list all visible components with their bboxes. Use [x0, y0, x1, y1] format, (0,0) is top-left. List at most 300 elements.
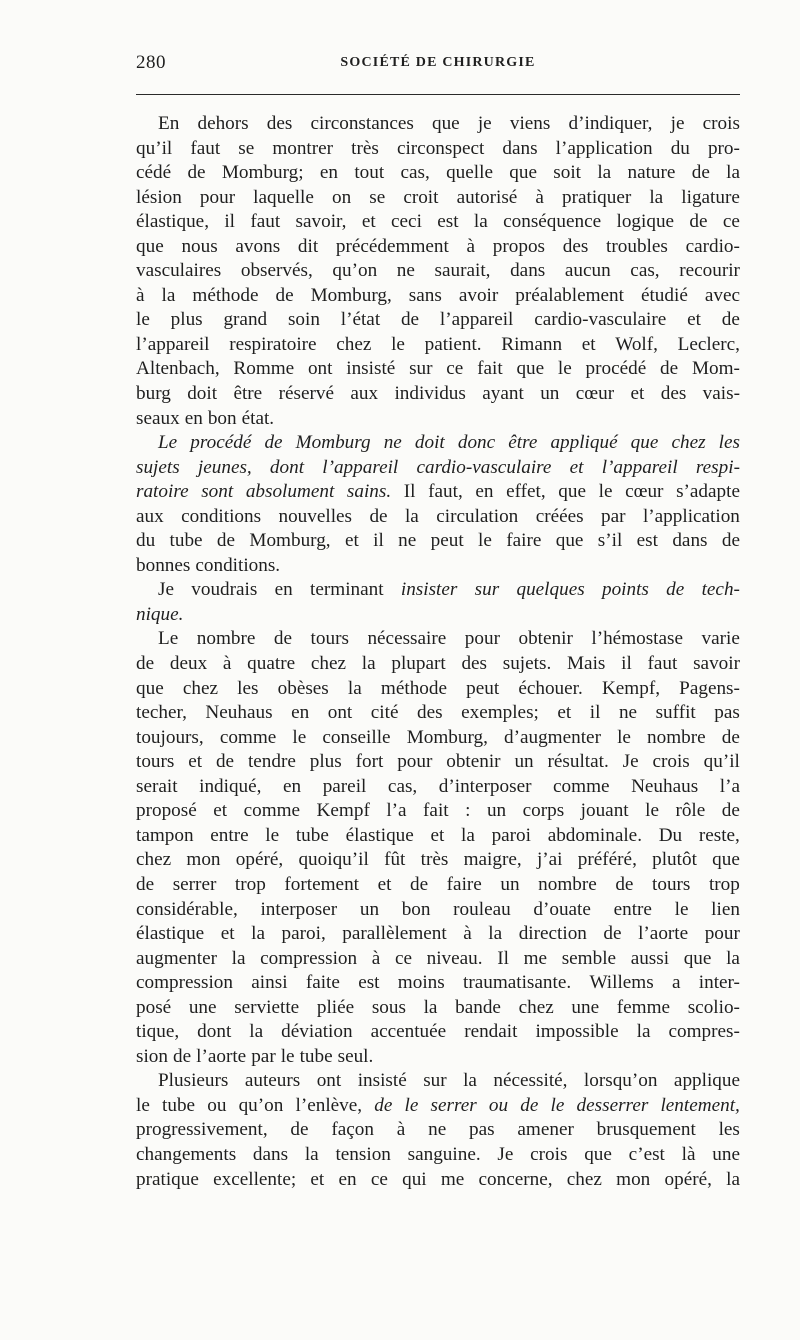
word: corps — [522, 800, 565, 822]
word: la — [463, 1070, 477, 1092]
word: que — [630, 432, 659, 454]
word: et — [310, 1168, 325, 1190]
word: s’il — [597, 530, 623, 552]
word: tube — [299, 1045, 333, 1067]
word: inter- — [698, 972, 740, 994]
word: tendre — [247, 751, 296, 773]
word: la — [347, 677, 362, 699]
word: étudié — [640, 284, 688, 306]
word: que — [555, 530, 584, 552]
word: serviette — [234, 996, 300, 1018]
word: nous — [181, 235, 218, 257]
word: de — [136, 873, 155, 895]
word: d’ouate — [533, 898, 591, 920]
word: pratique — [136, 1168, 199, 1190]
word: interposer — [260, 898, 338, 920]
word: serrer — [430, 1094, 477, 1116]
word: a — [671, 972, 681, 994]
text-line — [136, 333, 740, 358]
word: montrer — [272, 137, 334, 159]
word: serrer — [172, 873, 217, 895]
word: l’aorte — [638, 923, 689, 945]
word: avons — [235, 235, 281, 257]
word: par — [251, 1045, 276, 1067]
word: faut — [190, 137, 221, 159]
word: indiqué, — [199, 775, 262, 797]
word: tube — [295, 824, 329, 846]
word: crois — [702, 113, 740, 134]
word: la — [597, 162, 612, 184]
word: pour — [704, 923, 740, 945]
word: chez — [136, 849, 172, 871]
word: ce — [370, 1168, 388, 1190]
word: doit — [414, 432, 445, 454]
word: obtenir — [518, 628, 573, 650]
word: la — [649, 186, 664, 208]
word: Momburg; — [221, 162, 304, 184]
word: nature — [627, 162, 676, 184]
word: opéré, — [235, 849, 284, 871]
word: crois — [652, 751, 690, 773]
word: de — [215, 751, 235, 773]
text-line — [136, 1118, 740, 1143]
word: ne — [383, 432, 402, 454]
text-line — [136, 947, 740, 972]
word: du — [136, 530, 156, 552]
word: Wolf, — [615, 333, 658, 355]
word: élastique — [136, 923, 205, 945]
word: me — [523, 947, 548, 969]
word: déviation — [281, 1021, 353, 1043]
word: Leclerc, — [677, 333, 740, 355]
word: insisté — [346, 358, 396, 380]
text-line — [136, 922, 740, 947]
text-line — [136, 357, 740, 382]
word: de — [216, 530, 236, 552]
word: comme — [243, 800, 301, 822]
word: ne — [618, 702, 638, 724]
word: quatre — [247, 653, 296, 675]
word: Willems — [589, 972, 654, 994]
word: fait — [477, 358, 503, 380]
word: jouant — [580, 800, 629, 822]
word: dans — [502, 137, 538, 159]
word: sur — [409, 358, 433, 380]
word: tampon — [136, 824, 194, 846]
word: la — [423, 996, 438, 1018]
word: ne — [398, 530, 417, 552]
word: excellente; — [213, 1168, 297, 1190]
text-line — [136, 161, 740, 186]
word: avoir — [458, 284, 499, 306]
word: jeunes, — [197, 456, 252, 478]
word: en — [274, 579, 293, 601]
word: et — [361, 211, 376, 233]
word: individus — [394, 383, 466, 405]
word: la — [304, 1143, 319, 1165]
word: aux — [136, 505, 164, 527]
text-line — [136, 137, 740, 162]
word: que — [712, 849, 740, 871]
word: conditions — [181, 505, 262, 527]
text-line — [136, 824, 740, 849]
word: que — [584, 1143, 612, 1165]
word: tout — [354, 162, 385, 184]
word: à — [535, 186, 544, 208]
word: ne — [396, 260, 415, 282]
word: faut — [250, 211, 281, 233]
word: chez — [671, 432, 706, 454]
word: être — [508, 432, 538, 454]
word: Je — [497, 1143, 514, 1165]
word: observés, — [240, 260, 313, 282]
word: la — [231, 947, 246, 969]
word: tique, — [136, 1021, 180, 1043]
word: à — [371, 947, 381, 969]
text-line — [136, 898, 740, 923]
word: à — [222, 653, 232, 675]
word: l’appareil — [601, 456, 678, 478]
word: compression — [260, 947, 358, 969]
word: varie — [701, 628, 740, 650]
word: Momburg, — [310, 284, 392, 306]
word: une — [571, 996, 600, 1018]
word: sujets — [136, 456, 180, 478]
word: bonnes — [136, 554, 191, 576]
word: brusquement — [596, 1119, 696, 1141]
word: aux — [350, 383, 379, 405]
word: pliée — [316, 996, 355, 1018]
word: Mom- — [691, 358, 740, 380]
word: la — [636, 1021, 651, 1043]
word: à — [396, 1119, 406, 1141]
word: parallèlement — [342, 923, 447, 945]
word: de — [136, 653, 155, 675]
word: d’indiquer, — [568, 113, 653, 134]
word: faire — [446, 873, 482, 895]
word: la — [251, 923, 265, 945]
word: le — [557, 358, 572, 380]
word: bon — [401, 898, 431, 920]
text-line — [136, 480, 740, 505]
word: trop — [234, 873, 266, 895]
word: Kempf — [316, 800, 370, 822]
word: nique. — [136, 603, 184, 625]
word: l’état — [340, 309, 381, 331]
word: troubles — [606, 235, 668, 257]
text-line — [136, 210, 740, 235]
word: et — [377, 873, 392, 895]
word: il — [621, 653, 632, 675]
word: maigre, — [463, 849, 522, 871]
word: En — [158, 113, 180, 134]
word: le — [136, 1094, 150, 1116]
word: le — [136, 309, 150, 331]
word: se — [369, 186, 386, 208]
word: effet, — [506, 481, 546, 503]
word: appliqué — [550, 432, 618, 454]
word: est — [358, 972, 380, 994]
word: sont — [201, 481, 234, 503]
word: que — [431, 113, 460, 134]
word: lésion — [136, 186, 182, 208]
word: sur — [423, 1070, 447, 1092]
word: par — [601, 505, 626, 527]
word: ainsi — [251, 972, 288, 994]
word: Romme — [233, 358, 295, 380]
word: ratoire — [136, 481, 189, 503]
word: qu’il — [136, 137, 173, 159]
word: impossible — [535, 1021, 619, 1043]
word: chez — [566, 1168, 602, 1190]
word: à — [136, 284, 145, 306]
word: desserrer — [576, 1094, 649, 1116]
word: méthode — [192, 284, 259, 306]
word: dans — [672, 530, 708, 552]
word: ont — [316, 1070, 342, 1092]
word: ceci — [391, 211, 422, 233]
word: la — [404, 505, 419, 527]
word: me — [440, 1168, 465, 1190]
word: nécessité, — [493, 1070, 568, 1092]
word: augmenter — [136, 947, 217, 969]
word: plus — [170, 309, 203, 331]
word: peut — [466, 677, 500, 699]
word: de — [275, 284, 294, 306]
word: la — [461, 824, 475, 846]
word: la — [161, 284, 176, 306]
word: l’enlève, — [295, 1094, 363, 1116]
word: doit — [187, 383, 218, 405]
word: patient. — [424, 333, 482, 355]
word: fortement — [284, 873, 359, 895]
word: dans — [252, 1143, 289, 1165]
text-line — [136, 701, 740, 726]
text-line — [136, 603, 740, 628]
text-line — [136, 186, 740, 211]
text-line — [136, 652, 740, 677]
word: Kempf, — [601, 677, 661, 699]
text-line — [136, 677, 740, 702]
word: à — [466, 235, 476, 257]
word: lien — [711, 898, 740, 920]
word: toujours, — [136, 726, 204, 748]
word: circonstances — [310, 113, 414, 134]
word: le — [404, 1094, 419, 1116]
word: l’a — [386, 800, 407, 822]
word: ce — [722, 211, 740, 233]
word: de — [603, 923, 622, 945]
word: ont — [307, 358, 333, 380]
word: de — [409, 873, 429, 895]
word: donc — [457, 432, 496, 454]
word: on — [331, 186, 352, 208]
word: précédemment — [335, 235, 449, 257]
word: cœur — [575, 383, 615, 405]
word: proposé — [136, 800, 197, 822]
word: qu’on — [332, 260, 378, 282]
word: le — [280, 1045, 295, 1067]
word: cas, — [630, 260, 660, 282]
word: circulation — [436, 505, 519, 527]
word: moins — [397, 972, 445, 994]
word: dont — [269, 456, 305, 478]
word: tube — [169, 530, 203, 552]
word: conditions. — [195, 554, 281, 576]
word: de — [721, 309, 740, 331]
text-line — [136, 1143, 740, 1168]
word: Il — [403, 481, 416, 503]
word: amener — [517, 1119, 574, 1141]
word: trop — [708, 873, 740, 895]
word: sanguine. — [407, 1143, 481, 1165]
word: une — [188, 996, 217, 1018]
word: points — [601, 579, 649, 601]
word: un — [486, 800, 507, 822]
text-line — [136, 627, 740, 652]
word: la — [726, 947, 740, 969]
word: tension — [335, 1143, 391, 1165]
text-line — [136, 1168, 740, 1193]
word: plutôt — [652, 849, 697, 871]
word: serait — [136, 775, 178, 797]
text-line — [136, 848, 740, 873]
text-line — [136, 726, 740, 751]
word: lentement, — [660, 1094, 740, 1116]
word: c’est — [628, 1143, 665, 1165]
word: faite — [305, 972, 340, 994]
word: considérable, — [136, 898, 238, 920]
word: et — [220, 923, 235, 945]
word: plupart — [391, 653, 446, 675]
word: sous — [371, 996, 406, 1018]
word: chez — [182, 677, 219, 699]
word: ayant — [482, 383, 524, 405]
word: seul. — [337, 1045, 374, 1067]
word: du — [670, 137, 690, 159]
running-head: SOCIÉTÉ DE CHIRURGIE — [340, 55, 536, 70]
word: qu’il — [703, 751, 740, 773]
word: l’a — [719, 775, 740, 797]
text-line — [136, 529, 740, 554]
word: Je — [622, 751, 639, 773]
text-line — [136, 1020, 740, 1045]
word: quelques — [516, 579, 585, 601]
word: auteurs — [244, 1070, 301, 1092]
word: sans — [408, 284, 442, 306]
word: plus — [309, 751, 342, 773]
word: j’ai — [536, 849, 563, 871]
word: changements — [136, 1143, 237, 1165]
text-line — [136, 873, 740, 898]
word: exemples; — [461, 702, 539, 724]
word: paroi — [491, 824, 531, 846]
word: avec — [704, 284, 740, 306]
word: sur — [474, 579, 500, 601]
word: cardio-vasculaire — [534, 309, 667, 331]
word: fort — [355, 751, 384, 773]
word: le — [645, 800, 659, 822]
word: lorsqu’on — [583, 1070, 658, 1092]
text-line — [136, 1094, 740, 1119]
word: cité — [370, 702, 399, 724]
word: l’aorte — [196, 1045, 247, 1067]
word: grand — [223, 309, 268, 331]
word: insister — [400, 579, 458, 601]
word: nombre — [196, 628, 256, 650]
word: paroi, — [281, 923, 326, 945]
word: bande — [455, 996, 501, 1018]
word: reste, — [698, 824, 740, 846]
word: de — [520, 1094, 539, 1116]
word: là — [681, 1143, 696, 1165]
word: compres- — [668, 1021, 740, 1043]
word: Le — [158, 628, 179, 650]
word: un — [540, 383, 560, 405]
word: que — [136, 677, 164, 699]
word: des — [461, 653, 488, 675]
word: ou — [207, 1094, 227, 1116]
word: concerne, — [478, 1168, 553, 1190]
word: pour — [464, 628, 500, 650]
word: Momburg, — [249, 530, 331, 552]
word: des — [562, 235, 589, 257]
word: en — [291, 702, 310, 724]
word: nouvelles — [278, 505, 353, 527]
word: nombre — [647, 726, 706, 748]
word: abdominale. — [547, 824, 642, 846]
word: seaux — [136, 407, 180, 429]
word: mon — [186, 849, 221, 871]
word: respiratoire — [229, 333, 317, 355]
word: Il — [497, 947, 509, 969]
word: opéré, — [664, 1168, 712, 1190]
text-line — [136, 382, 740, 407]
word: pareil — [322, 775, 367, 797]
word: des — [416, 702, 443, 724]
word: et — [557, 702, 572, 724]
text-line — [136, 431, 740, 456]
word: à — [463, 923, 472, 945]
word: viens — [509, 113, 551, 134]
word: : — [465, 800, 471, 822]
word: Plusieurs — [158, 1070, 229, 1092]
word: de — [691, 162, 710, 184]
word: faut — [647, 653, 678, 675]
word: peut — [430, 530, 464, 552]
word: circonspect — [396, 137, 485, 159]
text-line — [136, 996, 740, 1021]
word: un — [500, 873, 520, 895]
word: Le — [158, 432, 178, 454]
word: de — [615, 873, 634, 895]
word: préalablement — [515, 284, 624, 306]
text-line — [136, 554, 740, 579]
word: de — [721, 800, 740, 822]
word: les — [237, 677, 259, 699]
word: terminant — [310, 579, 384, 601]
word: la — [473, 211, 488, 233]
word: cardio-vasculaire — [416, 456, 552, 478]
word: absolument — [245, 481, 335, 503]
word: soin — [287, 309, 320, 331]
word: en — [319, 162, 339, 184]
word: insisté — [357, 1070, 407, 1092]
word: de — [721, 726, 740, 748]
word: ne — [428, 1119, 447, 1141]
word: rouleau — [453, 898, 511, 920]
text-line — [136, 308, 740, 333]
